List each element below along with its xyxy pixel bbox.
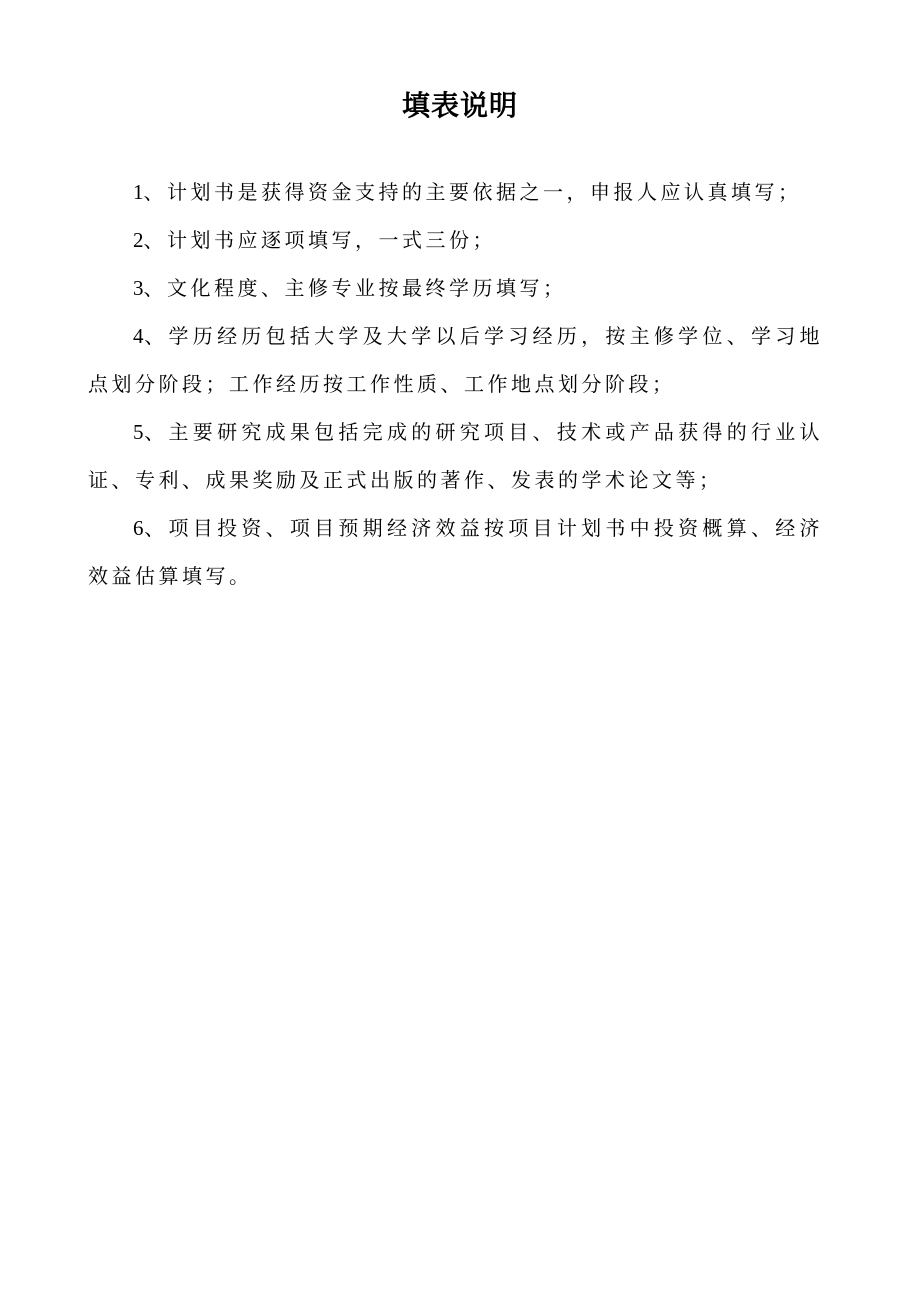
- instruction-number: 5: [133, 420, 144, 444]
- instruction-list: [88, 168, 823, 600]
- instruction-item-2: [88, 216, 823, 264]
- instruction-number: 6: [133, 516, 144, 540]
- instruction-text: 、主要研究成果包括完成的研究项目、技术或产品获得的行业认证、专利、成果奖励及正式出版的著作、发表的学术论文等；: [88, 420, 823, 492]
- instruction-number: 1: [133, 180, 144, 204]
- instruction-number: 2: [133, 228, 144, 252]
- instruction-item-1: [88, 168, 823, 216]
- instruction-number: 3: [133, 276, 144, 300]
- instruction-text: 、计划书是获得资金支持的主要依据之一，申报人应认真填写；: [143, 180, 802, 204]
- instruction-item-5: [88, 408, 823, 504]
- instruction-item-6: [88, 504, 823, 600]
- instruction-number: 4: [133, 324, 144, 348]
- page-title: 填表说明: [401, 89, 518, 122]
- instruction-item-3: [88, 264, 823, 312]
- instruction-text: 、项目投资、项目预期经济效益按项目计划书中投资概算、经济效益估算填写。: [88, 516, 823, 588]
- instruction-text: 、文化程度、主修专业按最终学历填写；: [143, 276, 567, 300]
- instruction-text: 、学历经历包括大学及大学以后学习经历，按主修学位、学习地点划分阶段；工作经历按工作性质、工作地点划分阶段；: [88, 324, 823, 396]
- instruction-item-4: [88, 312, 823, 408]
- instruction-text: 、计划书应逐项填写，一式三份；: [143, 228, 496, 252]
